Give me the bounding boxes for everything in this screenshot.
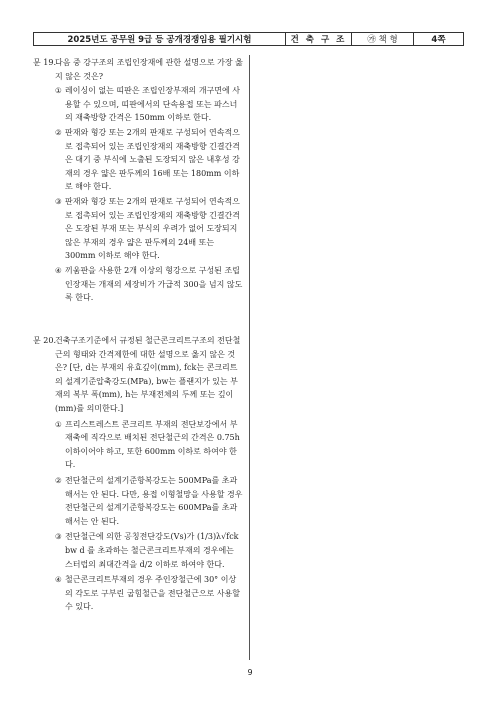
question-19 [33,56,243,305]
option-text: 레이싱이 없는 띠판은 조립인장부재의 개구면에 사용할 수 있으며, 띠판에서의 단속용접 또는 파스너의 재축방향 간격은 150mm 이하로 한다. [65,86,241,123]
header-page: 4쪽 [413,32,464,46]
option-marker: ① [55,86,62,96]
option-2 [55,474,243,528]
question-text: 건축구조기준에서 규정된 철근콘크리트구조의 전단철근의 형태와 간격제한에 대한 설명으로 옳지 않은 것은? [단, d는 부재의 유효깊이(mm), fck는 콘크리트의 설계기준압축강도(MPa), bw는 플랜지가 있는 부재의 복부 폭(mm), h는 부재전체의 두께 또는 깊이(mm)를 의미한다.] [55,336,241,413]
option-text: 전단철근의 설계기준항복강도는 500MPa를 초과해서는 안 된다. 다만, 용접 이형철망을 사용할 경우 전단철근의 설계기준항복강도는 600MPa를 초과해서는 안 된다. [65,475,243,526]
exam-header [33,32,466,46]
option-marker: ② [55,475,62,485]
option-text: 철근콘크리트부재의 경우 주인장철근에 30° 이상의 각도로 구부린 굽힘철근을 전단철근으로 사용할 수 있다. [65,575,241,612]
option-4 [55,573,243,614]
booklet-type: ㉮ 책 형 [351,32,414,46]
option-3 [55,195,243,263]
option-marker: ① [55,419,62,429]
option-marker: ③ [55,532,62,542]
option-text: 판재와 형강 또는 2개의 판재로 구성되어 연속적으로 접촉되어 있는 조립인장재의 재축방향 긴결간격은 도장된 부재 또는 부식의 우려가 없어 도장되지 않은 부재의 경우 얇은 판두께의 24배 또는 300mm 이하로 해야 한다. [65,196,241,261]
question-20 [33,334,243,614]
option-text: 판재와 형강 또는 2개의 판재로 구성되어 연속적으로 접촉되어 있는 조립인장재의 재축방향 긴결간격은 대기 중 부식에 노출된 도장되지 않은 내후성 강재의 경우 얇은 판두께의 16배 또는 180mm 이하로 해야 한다. [65,127,241,192]
option-text: 끼움판을 사용한 2개 이상의 형강으로 구성된 조립인장재는 개재의 세장비가 가급적 300을 넘지 않도록 한다. [65,265,243,303]
option-marker: ③ [55,196,62,206]
option-marker: ④ [55,265,62,275]
option-text: 프리스트레스트 콘크리트 부재의 전단보강에서 부재축에 직각으로 배치된 전단철근의 간격은 0.75h 이하이어야 하고, 또한 600mm 이하로 하여야 한다. [65,419,240,470]
question-number: 문 20. [33,336,56,345]
option-1 [55,418,243,472]
exam-title: 2025년도 공무원 9급 등 공개경쟁임용 필기시험 [33,32,286,46]
option-text: 전단철근에 의한 공칭전단강도(Vs)가 (1/3)λ√fck bw d 를 초과하는 철근콘크리트부재의 경우에는 스터럽의 최대간격을 d/2 이하로 하여야 한다. [65,532,239,569]
option-3 [55,530,243,571]
question-number: 문 19. [33,58,56,67]
column-divider [249,55,250,660]
page-number: 9 [247,668,253,677]
option-1 [55,84,243,125]
option-marker: ② [55,127,62,137]
option-marker: ④ [55,575,62,585]
subject-label: 건 축 구 조 [285,32,352,46]
question-stem [33,56,243,83]
option-4 [55,264,243,305]
question-text: 다음 중 강구조의 조립인장재에 관한 설명으로 가장 옳지 않은 것은? [55,58,243,81]
option-2 [55,126,243,194]
question-stem [33,334,243,416]
